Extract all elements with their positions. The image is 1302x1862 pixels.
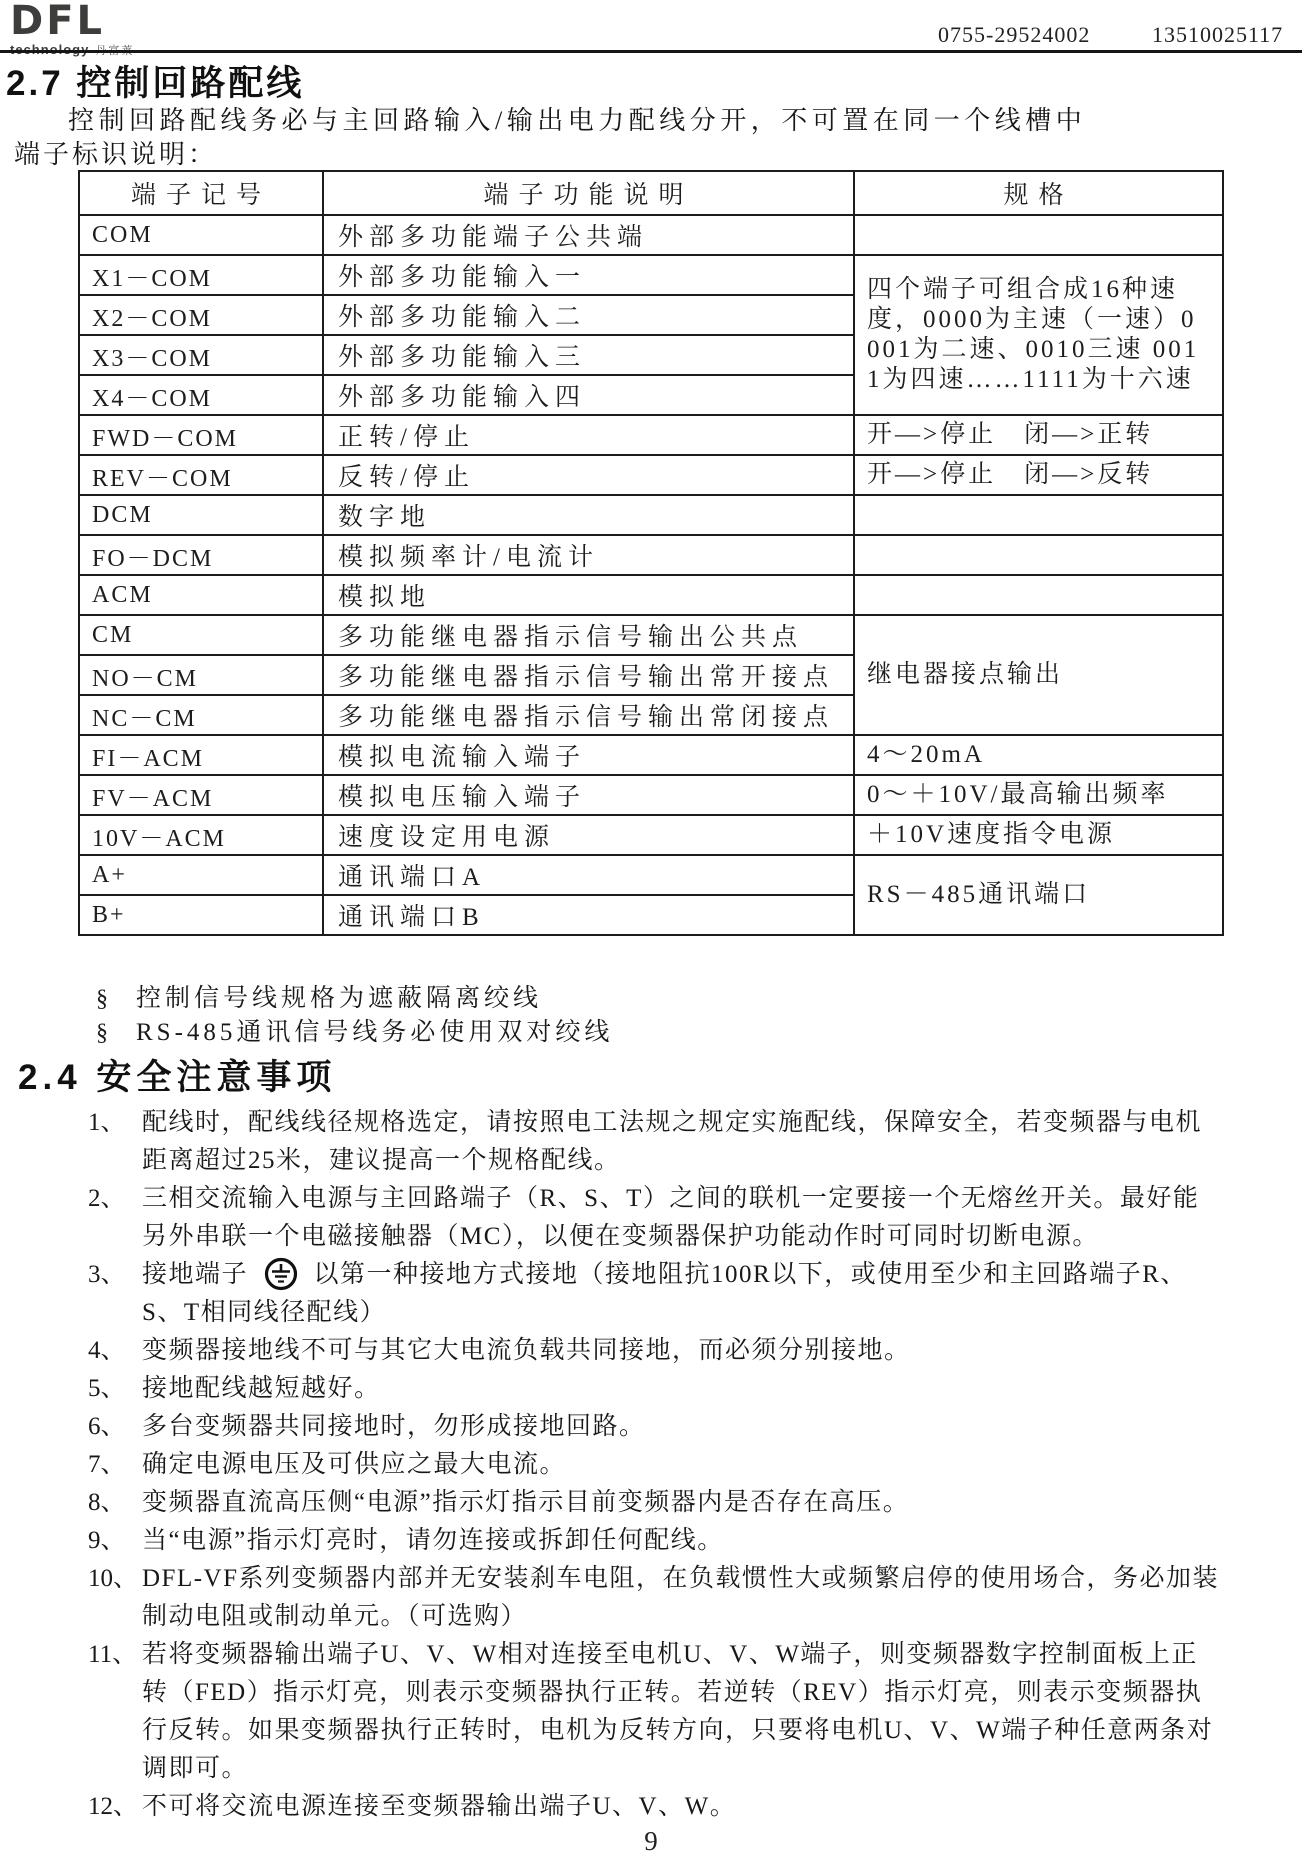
terminal-cell: B+: [79, 895, 323, 935]
function-cell: 模拟频率计/电流计: [323, 535, 854, 575]
item-text: 多台变频器共同接地时，勿形成接地回路。: [142, 1413, 646, 1440]
function-cell: 通讯端口A: [323, 855, 854, 895]
table-row: [79, 735, 1223, 775]
ground-terminal-icon: [264, 1257, 298, 1291]
column-header-3: 规格: [854, 171, 1223, 215]
table-row: [79, 575, 1223, 615]
function-cell: 多功能继电器指示信号输出常闭接点: [323, 695, 854, 735]
column-header-2: 端子功能说明: [323, 171, 854, 215]
function-cell: 外部多功能输入四: [323, 375, 854, 415]
note-line: [96, 982, 613, 1016]
section-mark-icon: §: [96, 986, 108, 1012]
spec-cell: [854, 495, 1223, 535]
function-cell: 模拟电压输入端子: [323, 775, 854, 815]
spec-cell: 开—>停止 闭—>反转: [854, 455, 1223, 495]
section-heading-safety: 2.4 安全注意事项: [18, 1058, 337, 1097]
wiring-intro-text: 控制回路配线务必与主回路输入/输出电力配线分开，不可置在同一个线槽中: [68, 106, 1087, 135]
safety-item: [88, 1788, 1222, 1826]
note-line: [96, 1016, 613, 1050]
wiring-notes: [96, 982, 613, 1050]
item-text: 配线时，配线线径规格选定，请按照电工法规之规定实施配线，保障安全，若变频器与电机距离超过25米，建议提高一个规格配线。: [142, 1109, 1203, 1174]
table-row: [79, 855, 1223, 895]
terminal-table: [78, 170, 1224, 936]
function-cell: 数字地: [323, 495, 854, 535]
item-text: 三相交流输入电源与主回路端子（R、S、T）之间的联机一定要接一个无熔丝开关。最好能另外串联一个电磁接触器（MC），以便在变频器保护功能动作时可同时切断电源。: [142, 1185, 1200, 1250]
section-mark-icon: §: [96, 1020, 108, 1046]
terminal-cell: FWD－COM: [79, 415, 323, 455]
item-text: DFL-VF系列变频器内部并无安装刹车电阻，在负载惯性大或频繁启停的使用场合，务必加装制动电阻或制动单元。（可选购）: [142, 1565, 1220, 1630]
item-text: 接地端子 以第一种接地方式接地（接地阻抗100R以下，或使用至少和主回路端子R、S、T相同线径配线）: [142, 1256, 1222, 1332]
item-number: 1、: [88, 1109, 126, 1136]
item-text: 变频器直流高压侧“电源”指示灯指示目前变频器内是否存在高压。: [142, 1489, 910, 1516]
item-number: 11、: [88, 1641, 138, 1668]
item-number: 2、: [88, 1185, 126, 1212]
table-row: [79, 775, 1223, 815]
item-text: 不可将交流电源连接至变频器输出端子U、V、W。: [142, 1793, 737, 1820]
terminal-table-label: 端子标识说明：: [14, 140, 218, 169]
safety-item: [88, 1560, 1222, 1636]
safety-item: [88, 1256, 1222, 1332]
safety-item: [88, 1484, 1222, 1522]
spec-cell: 开—>停止 闭—>正转: [854, 415, 1223, 455]
terminal-cell: X2－COM: [79, 295, 323, 335]
item-text: 变频器接地线不可与其它大电流负载共同接地，而必须分别接地。: [142, 1337, 911, 1364]
logo-text: DFL: [10, 0, 106, 44]
safety-item: [88, 1446, 1222, 1484]
spec-cell: 4～20mA: [854, 735, 1223, 775]
terminal-cell: X4－COM: [79, 375, 323, 415]
item-text: 若将变频器输出端子U、V、W相对连接至电机U、V、W端子，则变频器数字控制面板上正转（FED）指示灯亮，则表示变频器执行正转。若逆转（REV）指示灯亮，则表示变频器执行反转。如果变频器执行正转时，电机为反转方向，只要将电机U、V、W端子种任意两条对调即可。: [142, 1641, 1214, 1782]
table-row: [79, 495, 1223, 535]
function-cell: 多功能继电器指示信号输出公共点: [323, 615, 854, 655]
item-number: 5、: [88, 1375, 126, 1402]
table-row: [79, 615, 1223, 655]
item-number: 10、: [88, 1565, 139, 1592]
note-text: 控制信号线规格为遮蔽隔离绞线: [136, 985, 543, 1012]
terminal-table-head-row: [79, 171, 1223, 215]
safety-item: [88, 1636, 1222, 1788]
safety-item: [88, 1104, 1222, 1180]
note-text: RS-485通讯信号线务必使用双对绞线: [136, 1019, 614, 1046]
function-cell: 模拟电流输入端子: [323, 735, 854, 775]
page-number: 9: [644, 1826, 658, 1856]
item-number: 6、: [88, 1413, 126, 1440]
function-cell: 通讯端口B: [323, 895, 854, 935]
function-cell: 外部多功能输入三: [323, 335, 854, 375]
terminal-cell: CM: [79, 615, 323, 655]
item-number: 4、: [88, 1337, 126, 1364]
safety-item: [88, 1408, 1222, 1446]
function-cell: 外部多功能输入一: [323, 255, 854, 295]
spec-cell: [854, 535, 1223, 575]
terminal-cell: ACM: [79, 575, 323, 615]
item-number: 8、: [88, 1489, 126, 1516]
item-text: 接地配线越短越好。: [142, 1375, 381, 1402]
table-row: [79, 815, 1223, 855]
safety-list: [88, 1104, 1222, 1826]
spec-cell: [854, 575, 1223, 615]
header-divider: [0, 50, 1302, 53]
terminal-cell: DCM: [79, 495, 323, 535]
item-text: 当“电源”指示灯亮时，请勿连接或拆卸任何配线。: [142, 1527, 724, 1554]
terminal-cell: NC－CM: [79, 695, 323, 735]
column-header-1: 端子记号: [79, 171, 323, 215]
table-row: [79, 215, 1223, 255]
function-cell: 多功能继电器指示信号输出常开接点: [323, 655, 854, 695]
spec-cell: 0～＋10V/最高输出频率: [854, 775, 1223, 815]
terminal-cell: FI－ACM: [79, 735, 323, 775]
safety-item: [88, 1522, 1222, 1560]
terminal-cell: FV－ACM: [79, 775, 323, 815]
safety-item: [88, 1370, 1222, 1408]
phone-number-mobile: 13510025117: [1152, 22, 1284, 47]
item-number: 7、: [88, 1451, 126, 1478]
terminal-cell: X3－COM: [79, 335, 323, 375]
spec-cell: [854, 215, 1223, 255]
safety-item: [88, 1180, 1222, 1256]
table-row: [79, 415, 1223, 455]
terminal-cell: REV－COM: [79, 455, 323, 495]
function-cell: 模拟地: [323, 575, 854, 615]
spec-cell: ＋10V速度指令电源: [854, 815, 1223, 855]
terminal-cell: NO－CM: [79, 655, 323, 695]
terminal-cell: COM: [79, 215, 323, 255]
table-row: [79, 535, 1223, 575]
item-number: 9、: [88, 1527, 126, 1554]
table-row: [79, 455, 1223, 495]
terminal-cell: 10V－ACM: [79, 815, 323, 855]
terminal-table-body: [79, 215, 1223, 935]
terminal-cell: FO－DCM: [79, 535, 323, 575]
item-number: 3、: [88, 1261, 126, 1288]
function-cell: 反转/停止: [323, 455, 854, 495]
function-cell: 外部多功能输入二: [323, 295, 854, 335]
terminal-cell: A+: [79, 855, 323, 895]
spec-cell: 继电器接点输出: [854, 615, 1223, 735]
section-heading-control-wiring: 2.7 控制回路配线: [6, 64, 305, 103]
table-row: [79, 255, 1223, 295]
safety-item: [88, 1332, 1222, 1370]
spec-cell: RS－485通讯端口: [854, 855, 1223, 935]
function-cell: 速度设定用电源: [323, 815, 854, 855]
item-number: 12、: [88, 1793, 139, 1820]
item-text: 确定电源电压及可供应之最大电流。: [142, 1451, 567, 1478]
phone-number-landline: 0755-29524002: [938, 22, 1091, 47]
terminal-table-wrapper: [78, 170, 1224, 936]
spec-cell: 四个端子可组合成16种速度，0000为主速（一速）0001为二速、0010三速 0011为四速……1111为十六速: [854, 255, 1223, 415]
terminal-cell: X1－COM: [79, 255, 323, 295]
function-cell: 外部多功能端子公共端: [323, 215, 854, 255]
function-cell: 正转/停止: [323, 415, 854, 455]
